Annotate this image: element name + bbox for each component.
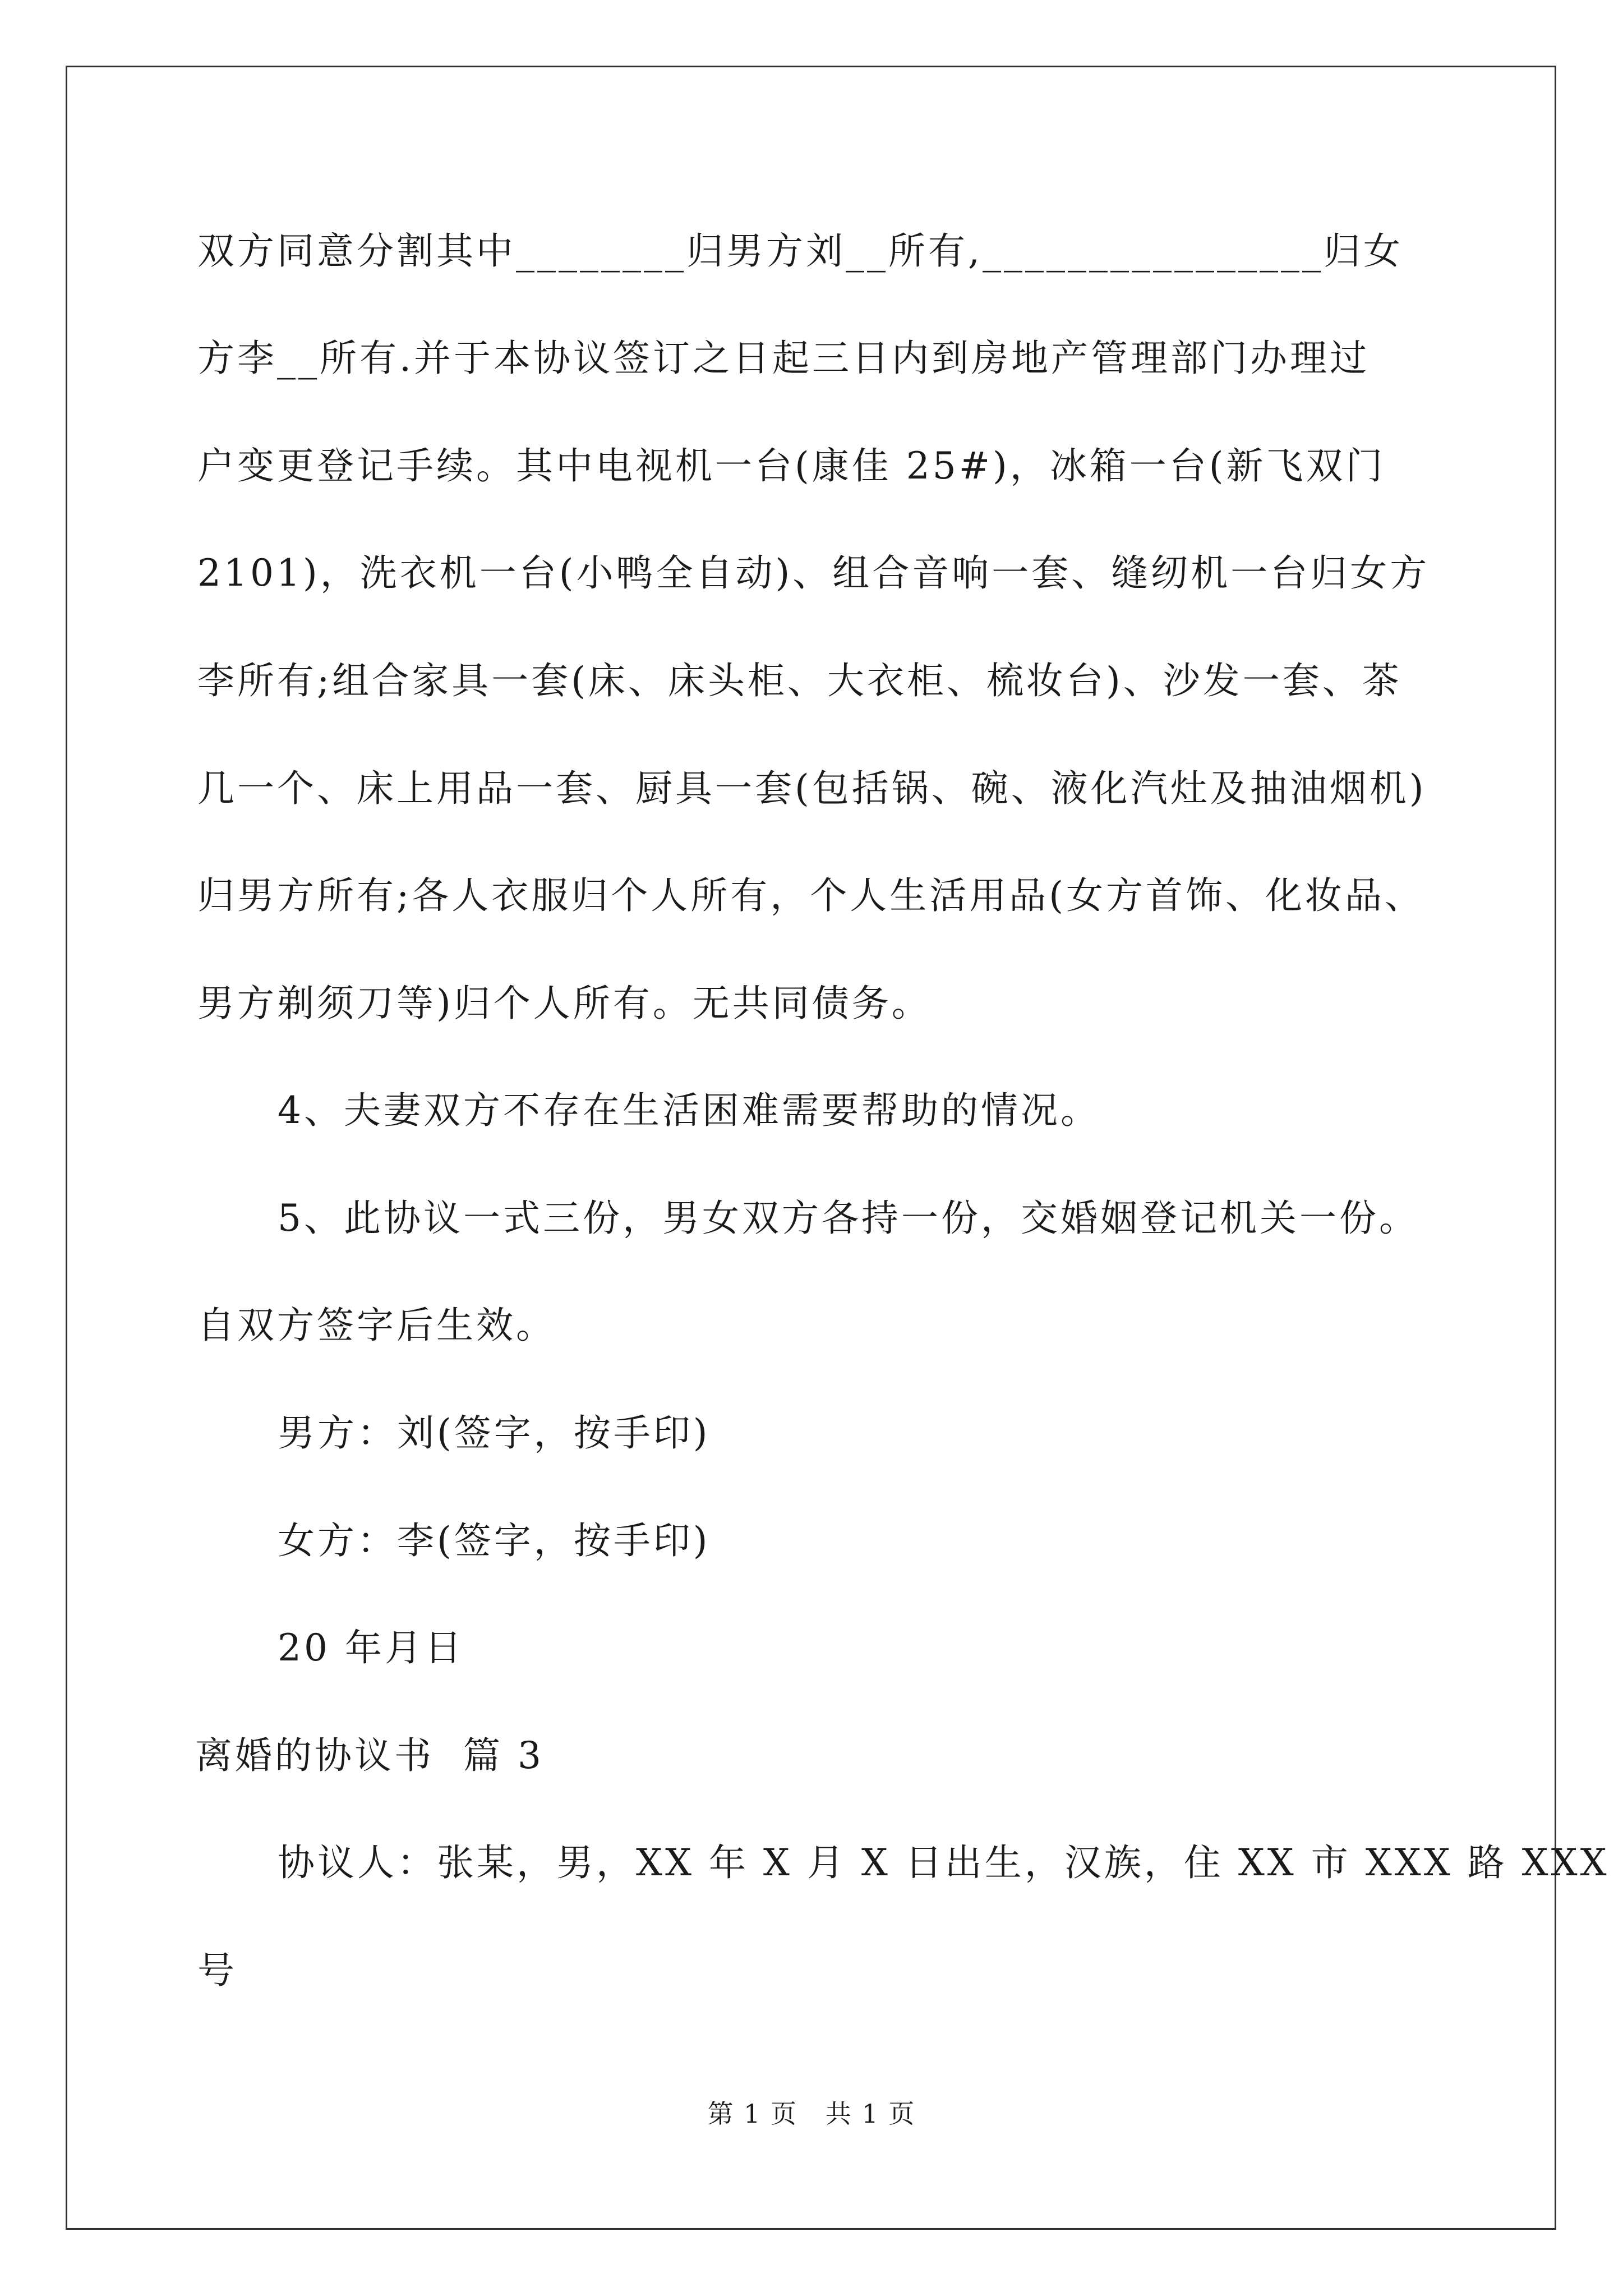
wife-signature-line: 女方：李(签字，按手印) [278, 1519, 711, 1562]
clause-5-continued: 自双方签字后生效。 [197, 1304, 556, 1347]
page-border [66, 66, 1556, 2230]
body-line-6: 几一个、床上用品一套、厨具一套(包括锅、碗、液化汽灶及抽油烟机) [197, 767, 1427, 810]
party-line-continued: 号 [197, 1949, 237, 1992]
party-line: 协议人：张某，男，XX 年 X 月 X 日出生，汉族，住 XX 市 XXX 路 XXX [278, 1841, 1610, 1884]
clause-4: 4、夫妻双方不存在生活困难需要帮助的情况。 [278, 1089, 1100, 1132]
page-footer: 第 1 页 共 1 页 [707, 2099, 916, 2129]
husband-signature-line: 男方：刘(签字，按手印) [278, 1411, 711, 1455]
body-line-7: 归男方所有;各人衣服归个人所有，个人生活用品(女方首饰、化妆品、 [197, 874, 1424, 917]
body-line-3: 户变更登记手续。其中电视机一台(康佳 25#)，冰箱一台(新飞双门 [197, 444, 1386, 487]
body-line-5: 李所有;组合家具一套(床、床头柜、大衣柜、梳妆台)、沙发一套、茶 [197, 659, 1402, 702]
body-line-1: 双方同意分割其中________归男方刘__所有,________________归女 [197, 229, 1403, 273]
body-line-8: 男方剃须刀等)归个人所有。无共同债务。 [197, 982, 932, 1025]
body-line-2: 方李__所有.并于本协议签订之日起三日内到房地产管理部门办理过 [197, 337, 1370, 380]
body-line-4: 2101)，洗衣机一台(小鸭全自动)、组合音响一套、缝纫机一台归女方 [197, 551, 1430, 595]
date-line: 20 年月日 [278, 1626, 464, 1669]
clause-5: 5、此协议一式三份，男女双方各持一份，交婚姻登记机关一份。 [278, 1197, 1419, 1240]
section-heading: 离婚的协议书 篇 3 [195, 1734, 544, 1777]
